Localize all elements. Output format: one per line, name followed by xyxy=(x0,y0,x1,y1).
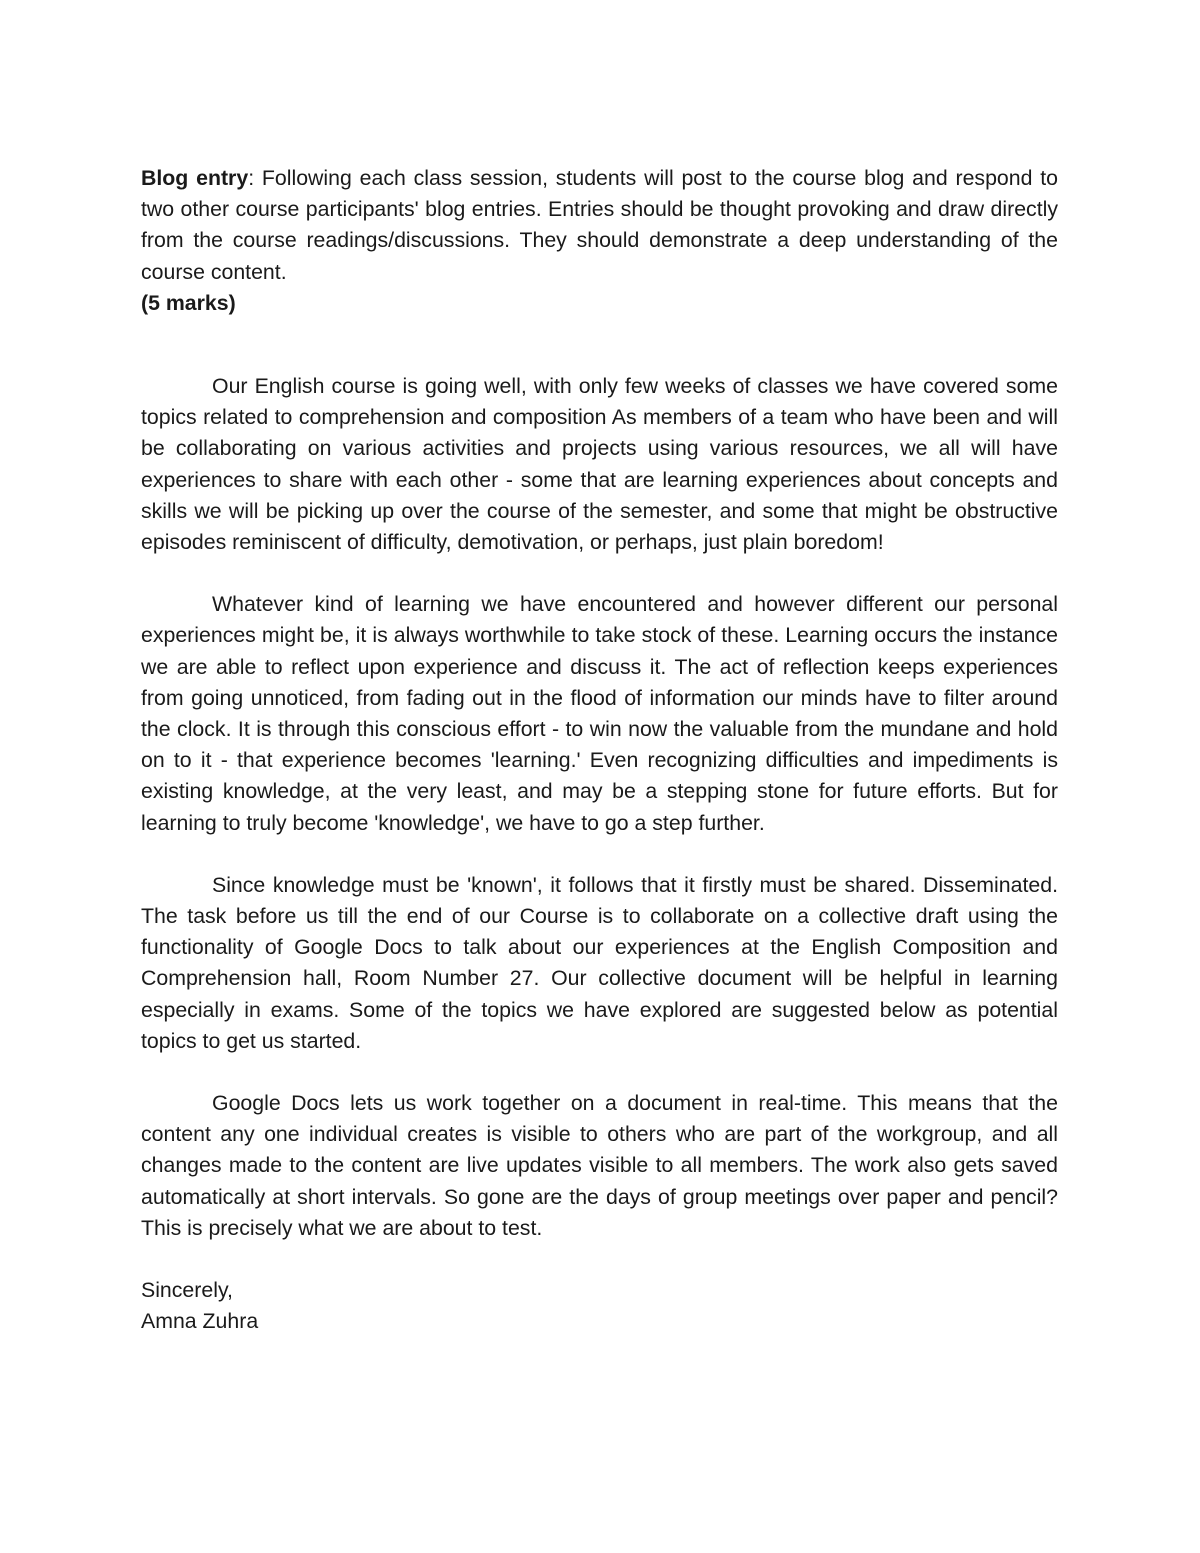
spacer xyxy=(141,319,1058,371)
spacer xyxy=(141,558,1058,589)
spacer xyxy=(141,1057,1058,1088)
body-paragraph-4: Google Docs lets us work together on a document in real-time. This means that the content any one individual creates is visible to others who are part of the workgroup, and all changes made to the content are live updates visible to all members. The work also gets saved automatically at short intervals. So gone are the days of group meetings over paper and pencil? This is precisely what we are about to test. xyxy=(141,1091,1058,1240)
document-page xyxy=(141,163,1058,1338)
closing: Sincerely, xyxy=(141,1278,233,1303)
prompt-marks: (5 marks) xyxy=(141,290,236,315)
author-name: Amna Zuhra xyxy=(141,1309,259,1334)
signoff xyxy=(141,1275,1058,1337)
spacer xyxy=(141,839,1058,870)
spacer xyxy=(141,1244,1058,1275)
body-paragraph-2: Whatever kind of learning we have encountered and however different our personal experiences might be, it is always worthwhile to take stock of these. Learning occurs the instance we are able to reflect upon experience and discuss it. The act of reflection keeps experiences from going unnoticed, from fading out in the flood of information our minds have to filter around the clock. It is through this conscious effort - to win now the valuable from the mundane and hold on to it - that experience becomes 'learning.' Even recognizing difficulties and impediments is existing knowledge, at the very least, and may be a stepping stone for future efforts. But for learning to truly become 'knowledge', we have to go a step further. xyxy=(141,592,1058,835)
body-paragraph-3: Since knowledge must be 'known', it follows that it firstly must be shared. Disseminated. The task before us till the end of our Course is to collaborate on a collective draft using the functionality of Google Docs to talk about our experiences at the English Composition and Comprehension hall, Room Number 27. Our collective document will be helpful in learning especially in exams. Some of the topics we have explored are suggested below as potential topics to get us started. xyxy=(141,872,1058,1053)
assignment-prompt xyxy=(141,163,1058,319)
prompt-label: Blog entry xyxy=(141,166,249,190)
body-paragraph-1: Our English course is going well, with only few weeks of classes we have covered some topics related to comprehension and composition As members of a team who have been and will be collaborating on various activities and projects using various resources, we all will have experiences to share with each other - some that are learning experiences about concepts and skills we will be picking up over the course of the semester, and some that might be obstructive episodes reminiscent of difficulty, demotivation, or perhaps, just plain boredom! xyxy=(141,374,1058,555)
prompt-text: : Following each class session, students will post to the course blog and respond to two other course participants' blog entries. Entries should be thought provoking and draw directly from the course readings/discussions. They should demonstrate a deep understanding of the course content. xyxy=(141,166,1058,284)
